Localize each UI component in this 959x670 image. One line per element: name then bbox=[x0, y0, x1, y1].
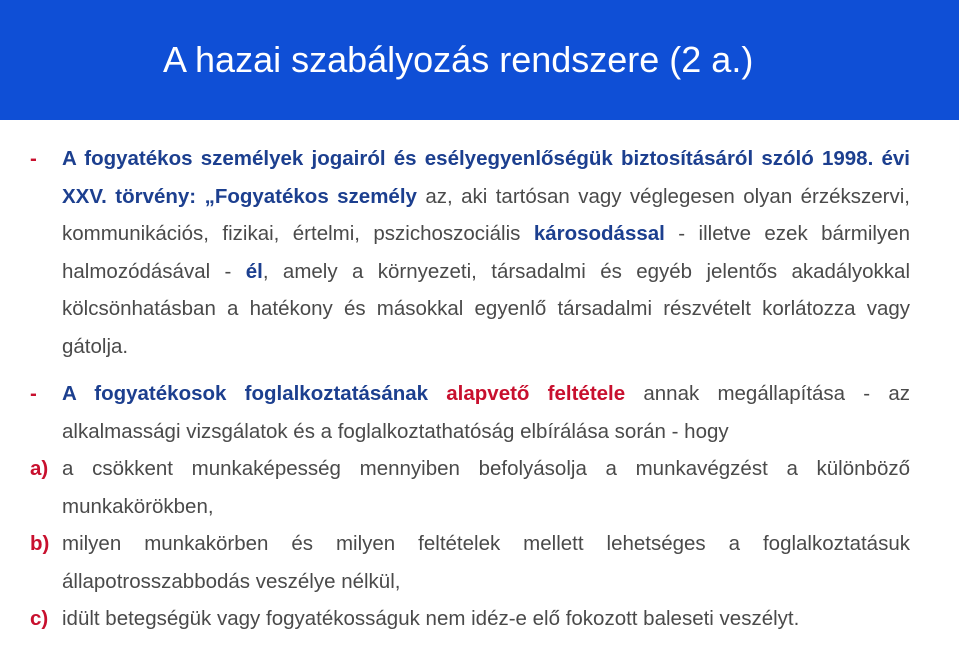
term-el: él bbox=[245, 259, 263, 283]
item-label: b) bbox=[30, 532, 50, 555]
item-text: milyen munkakörben és milyen feltételek mellett lehetséges a foglalkoztatásuk állapotrosszabbodás veszélye nélkül, bbox=[62, 532, 910, 593]
list-item bbox=[30, 525, 910, 600]
bullet-employment bbox=[30, 375, 910, 450]
list-item bbox=[30, 600, 910, 638]
employment-lead: A fogyatékosok foglalkoztatásának bbox=[62, 382, 429, 405]
bullet-dash: - bbox=[30, 147, 37, 170]
law-title: A fogyatékos személyek jogairól és esélyegyenlőségük biztosításáról szóló 1998. évi XXV. törvény: bbox=[62, 147, 910, 208]
employment-rest: annak megállapítása - az alkalmassági vizsgálatok és a foglalkoztathatóság elbírálása során - hogy bbox=[62, 382, 910, 443]
law-paragraph bbox=[62, 140, 910, 365]
employment-paragraph bbox=[62, 375, 910, 450]
title-bar bbox=[0, 0, 959, 120]
item-text: a csökkent munkaképesség mennyiben befolyásolja a munkavégzést a különböző munkakörökben, bbox=[62, 457, 910, 518]
definition-text-2: - illetve ezek bármilyen halmozódásával - bbox=[62, 222, 910, 283]
item-label: c) bbox=[30, 607, 49, 630]
slide-title: A hazai szabályozás rendszere (2 a.) bbox=[163, 39, 754, 80]
bullet-dash: - bbox=[30, 382, 37, 405]
definition-term: „Fogyatékos személy bbox=[204, 184, 417, 208]
item-text: idült betegségük vagy fogyatékosságuk nem idéz-e elő fokozott baleseti veszélyt. bbox=[62, 607, 800, 630]
list-item bbox=[30, 450, 910, 525]
definition-text-3: , amely a környezeti, társadalmi és egyéb jelentős akadályokkal kölcsönhatásban a hatékony és másokkal egyenlő társadalmi részvételt korlátozza vagy gátolja. bbox=[62, 259, 910, 358]
bullet-law-definition bbox=[30, 140, 910, 365]
slide-content bbox=[30, 140, 910, 638]
term-karosodassal: károsodással bbox=[533, 222, 665, 245]
item-label: a) bbox=[30, 457, 49, 480]
definition-text-1: az, aki tartósan vagy véglegesen olyan érzékszervi, kommunikációs, fizikai, értelmi, pszichoszociális bbox=[62, 184, 910, 245]
basic-condition: alapvető feltétele bbox=[428, 382, 626, 405]
